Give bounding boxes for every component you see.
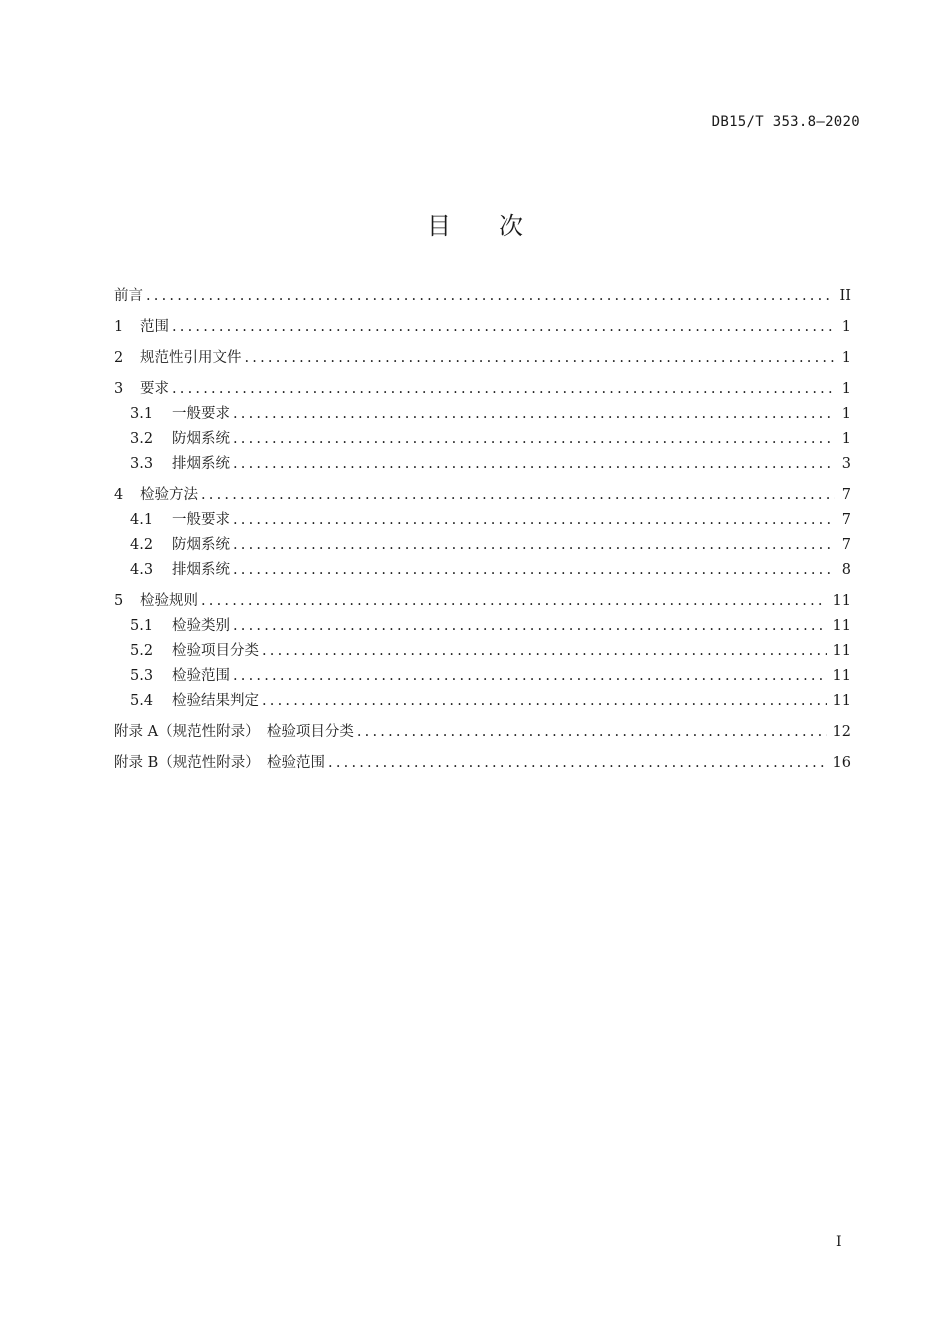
toc-entry-page: 7 <box>841 512 851 528</box>
toc-entry-label: 检验规则 <box>140 593 198 609</box>
toc-entry-page: 11 <box>832 668 851 684</box>
toc-entry-label: 检验项目分类 <box>172 643 259 659</box>
toc-entry[interactable] <box>114 589 851 614</box>
toc-entry[interactable] <box>114 558 851 583</box>
toc-entry-label: 前言 <box>114 288 143 304</box>
toc-entry[interactable] <box>114 483 851 508</box>
toc-entry-label: 附录 A（规范性附录） 检验项目分类 <box>114 724 354 740</box>
toc-entry-number: 4.1 <box>130 512 154 528</box>
toc-entry[interactable] <box>114 346 851 371</box>
toc-entry-page: 8 <box>841 562 851 578</box>
toc-entry-page: 3 <box>841 456 851 472</box>
toc-entry-label: 检验范围 <box>172 668 230 684</box>
dot-leader <box>233 537 835 553</box>
dot-leader <box>172 381 835 397</box>
toc-entry-label: 防烟系统 <box>172 431 230 447</box>
toc-entry[interactable] <box>114 315 851 340</box>
toc-entry-page: 11 <box>832 693 851 709</box>
toc-entry-page: 1 <box>841 381 851 397</box>
toc-entry-label: 要求 <box>140 381 169 397</box>
toc-title-part1: 目 <box>427 212 451 240</box>
dot-leader <box>146 288 834 304</box>
toc-title <box>0 206 950 241</box>
dot-leader <box>262 693 827 709</box>
toc-entry-label: 附录 B（规范性附录） 检验范围 <box>114 755 326 771</box>
toc-entry-number: 4.2 <box>130 537 154 553</box>
toc-entry-number: 4 <box>114 487 124 503</box>
toc-entry[interactable] <box>114 508 851 533</box>
toc-entry[interactable] <box>114 720 851 745</box>
toc-entry[interactable] <box>114 664 851 689</box>
dot-leader <box>233 406 835 422</box>
dot-leader <box>357 724 827 740</box>
toc-entry[interactable] <box>114 402 851 427</box>
toc-entry-page: 7 <box>841 537 851 553</box>
document-code: DB15/T 353.8—2020 <box>711 114 860 130</box>
toc-entry[interactable] <box>114 639 851 664</box>
toc-entry-page: 1 <box>841 431 851 447</box>
dot-leader <box>245 350 836 366</box>
toc-entry-number: 2 <box>114 350 124 366</box>
toc-entry-number: 3.2 <box>130 431 154 447</box>
toc-entry-number: 5.2 <box>130 643 154 659</box>
toc-entry-label: 检验类别 <box>172 618 230 634</box>
toc-entry[interactable] <box>114 614 851 639</box>
toc-entry-number: 3 <box>114 381 124 397</box>
table-of-contents <box>114 284 851 776</box>
toc-entry-number: 5 <box>114 593 124 609</box>
toc-entry-page: 7 <box>841 487 851 503</box>
toc-entry-label: 排烟系统 <box>172 456 230 472</box>
toc-entry-page: II <box>839 288 851 304</box>
toc-entry-label: 一般要求 <box>172 406 230 422</box>
toc-entry-number: 5.4 <box>130 693 154 709</box>
dot-leader <box>262 643 827 659</box>
toc-entry-page: 16 <box>832 755 851 771</box>
dot-leader <box>233 562 835 578</box>
toc-entry-label: 防烟系统 <box>172 537 230 553</box>
toc-entry-number: 5.3 <box>130 668 154 684</box>
toc-entry-number: 4.3 <box>130 562 154 578</box>
dot-leader <box>233 431 835 447</box>
toc-entry-page: 12 <box>832 724 851 740</box>
toc-entry-label: 检验方法 <box>140 487 198 503</box>
toc-entry-label: 范围 <box>140 319 169 335</box>
toc-entry[interactable] <box>114 751 851 776</box>
dot-leader <box>201 593 827 609</box>
toc-entry-number: 3.3 <box>130 456 154 472</box>
toc-entry-page: 11 <box>832 643 851 659</box>
toc-entry-page: 1 <box>841 406 851 422</box>
toc-entry-page: 1 <box>841 350 851 366</box>
dot-leader <box>328 755 827 771</box>
dot-leader <box>233 512 835 528</box>
toc-entry-page: 11 <box>832 593 851 609</box>
toc-entry[interactable] <box>114 284 851 309</box>
toc-entry[interactable] <box>114 689 851 714</box>
toc-entry-page: 1 <box>841 319 851 335</box>
dot-leader <box>233 668 827 684</box>
page-number: I <box>836 1234 842 1250</box>
dot-leader <box>233 456 835 472</box>
toc-entry[interactable] <box>114 427 851 452</box>
dot-leader <box>172 319 835 335</box>
dot-leader <box>233 618 827 634</box>
toc-entry-number: 1 <box>114 319 124 335</box>
toc-entry-page: 11 <box>832 618 851 634</box>
toc-entry-number: 5.1 <box>130 618 154 634</box>
toc-entry-label: 排烟系统 <box>172 562 230 578</box>
toc-entry-label: 一般要求 <box>172 512 230 528</box>
toc-title-part2: 次 <box>499 212 523 240</box>
toc-entry[interactable] <box>114 533 851 558</box>
toc-entry[interactable] <box>114 377 851 402</box>
toc-entry-number: 3.1 <box>130 406 154 422</box>
dot-leader <box>201 487 835 503</box>
toc-entry-label: 检验结果判定 <box>172 693 259 709</box>
toc-entry-label: 规范性引用文件 <box>140 350 242 366</box>
toc-entry[interactable] <box>114 452 851 477</box>
